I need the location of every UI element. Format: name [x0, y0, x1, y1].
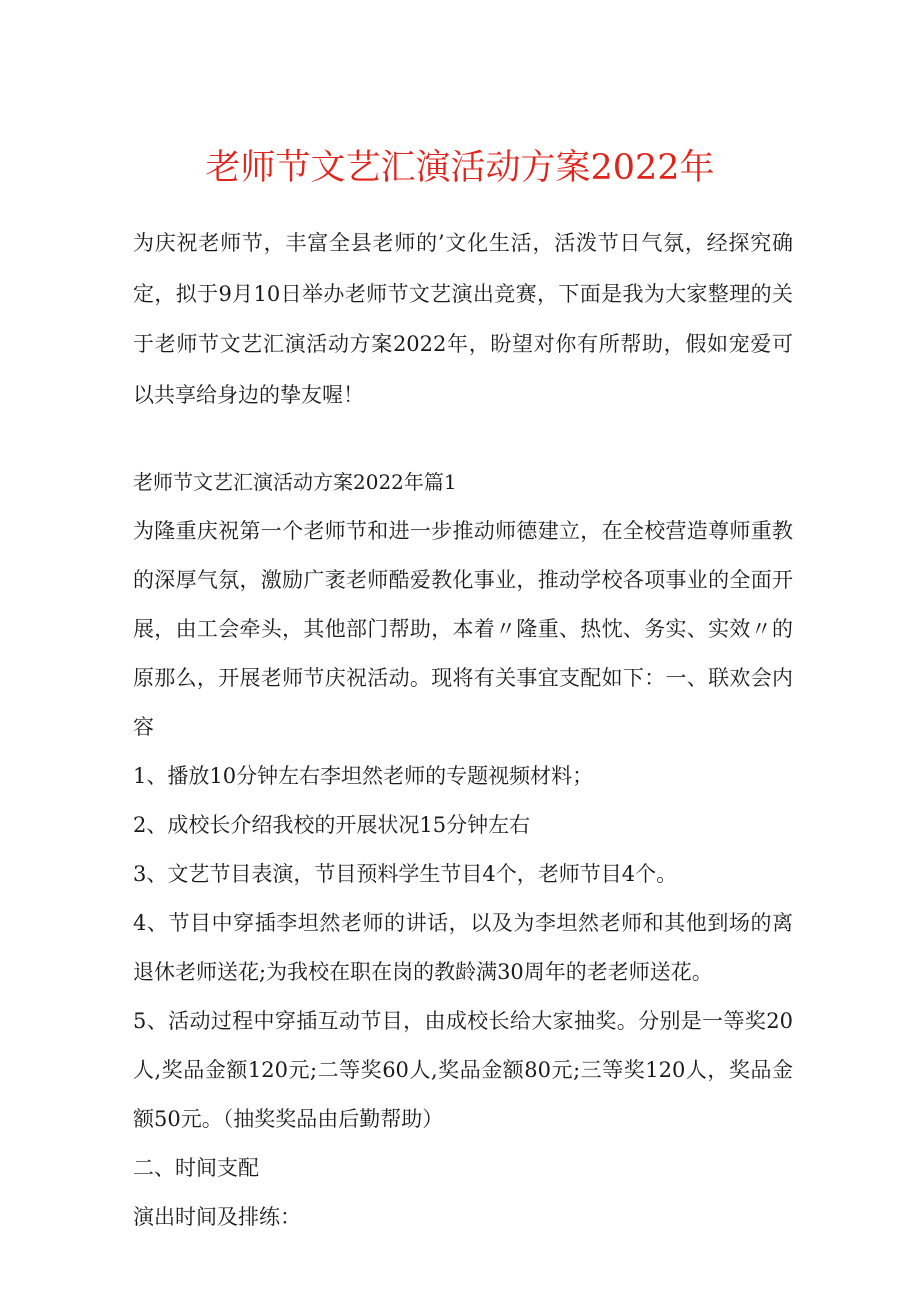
list-item-5: 5、活动过程中穿插互动节目，由成校长给大家抽奖。分别是一等奖20人,奖品金额120元;二等奖60人,奖品金额80元;三等奖120人，奖品金额50元。（抽奖奖品由后勤帮助） [133, 1009, 793, 1131]
intro-paragraph: 为庆祝老师节，丰富全县老师的’文化生活，活泼节日气氛，经探究确定，拟于9月10日举办老师节文艺演出竞赛，下面是我为大家整理的关于老师节文艺汇演活动方案2022年，盼望对你有所帮助，假如宠爱可以共享给身边的挚友喔！ [133, 231, 793, 407]
section2-subheading: 演出时间及排练： [133, 1205, 301, 1229]
list-item-1: 1、播放10分钟左右李坦然老师的专题视频材料； [133, 764, 594, 788]
document-title: 老师节文艺汇演活动方案2022年 [205, 148, 715, 188]
list-item-2: 2、成校长介绍我校的开展状况15分钟左右 [133, 813, 531, 837]
section2-heading: 二、时间支配 [133, 1156, 259, 1180]
paragraph-1: 为隆重庆祝第一个老师节和进一步推动师德建立，在全校营造尊师重教的深厚气氛，激励广袤老师酷爱教化事业，推动学校各项事业的全面开展，由工会牵头，其他部门帮助，本着〃隆重、热忱、务实、实效〃的原那么，开展老师节庆祝活动。现将有关事宜支配如下：一、联欢会内容 [133, 519, 793, 739]
list-item-3: 3、文艺节目表演，节目预料学生节目4个，老师节目4个。 [133, 862, 678, 886]
section-heading: 老师节文艺汇演活动方案2022年篇1 [133, 470, 457, 494]
document-body [133, 458, 793, 1242]
list-item-4: 4、节目中穿插李坦然老师的讲话，以及为李坦然老师和其他到场的离退休老师送花;为我校在职在岗的教龄满30周年的老老师送花。 [133, 911, 793, 984]
